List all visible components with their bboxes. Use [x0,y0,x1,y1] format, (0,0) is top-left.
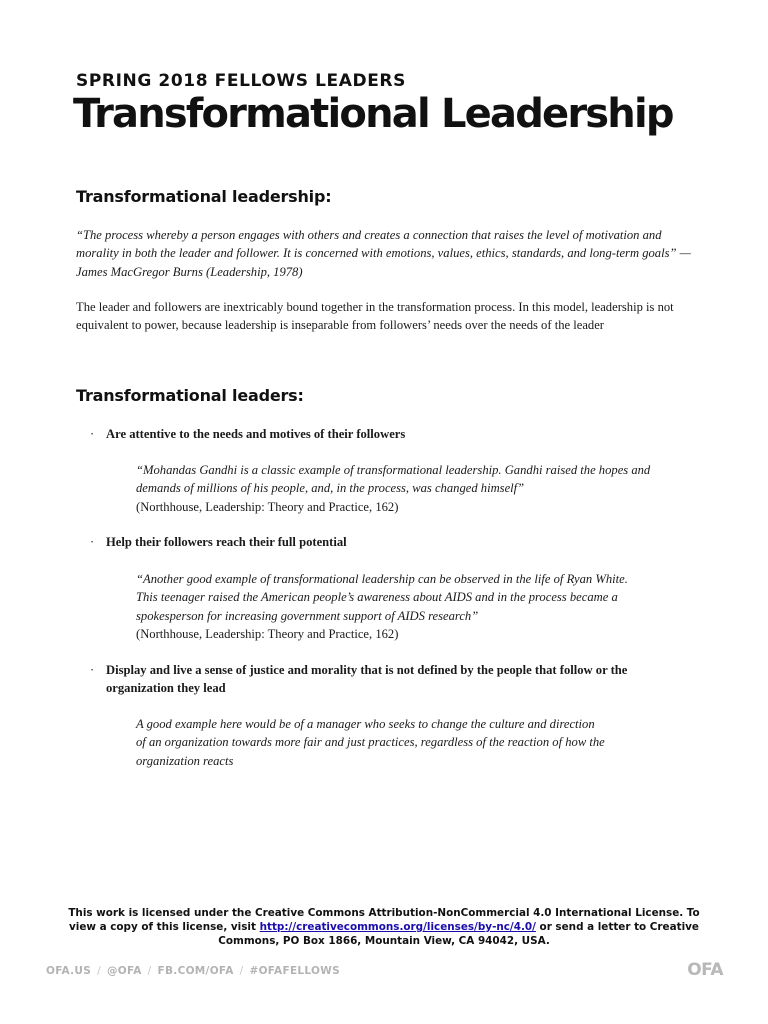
license-link[interactable]: http://creativecommons.org/licenses/by-nc/4.0/ [259,921,536,933]
quote-line: “Mohandas Gandhi is a classic example of transformational leadership. Gandhi raised the hopes and [136,463,651,477]
footer-separator: / [239,965,244,977]
quote-line: demands of millions of his people, and, in the process, was changed himself” [136,481,525,496]
footer-link-hashtag[interactable]: #OFAFELLOWS [249,965,341,977]
quote-citation: (Northhouse, Leadership: Theory and Practice, 162) [136,626,399,641]
license-text-before: This work is licensed under the Creative Commons Attribution-NonCommercial 4.0 International License. To view a copy of this license, visit [68,907,700,933]
footer-links [46,965,340,977]
footer-link-site[interactable]: OFA.US [46,965,92,977]
license-notice [60,906,708,948]
bullet-text: Display and live a sense of justice and morality that is not defined by the people that follow or the organization they lead [106,663,628,696]
quote-line: spokesperson for increasing government support of AIDS research” [136,608,479,623]
document-title: Transformational Leadership [73,91,673,137]
list-item-bullet [90,425,670,443]
intro-paragraph: The leader and followers are inextricably bound together in the transformation process. In this model, leadership is not equivalent to power, because leadership is inseparable from followers’ needs over the needs of the leader [76,300,674,333]
quote-line: organization reacts [136,753,234,768]
bullet-dot: · [90,427,95,441]
bullet-dot: · [90,663,95,677]
footer-separator: / [147,965,152,977]
footer-link-facebook[interactable]: FB.COM/OFA [157,965,234,977]
document-eyebrow: SPRING 2018 FELLOWS LEADERS [76,71,406,91]
quote-line: A good example here would be of a manager who seeks to change the culture and direction [136,717,595,731]
license-text-after: or send a letter to Creative Commons, PO Box 1866, Mountain View, CA 94042, USA. [218,921,699,947]
footer-link-twitter[interactable]: @OFA [106,965,142,977]
quote-line: of an organization towards more fair and just practices, regardless of the reaction of how the [136,735,605,750]
list-item-bullet [90,661,670,698]
burns-quote: “The process whereby a person engages with others and creates a connection that raises the level of motivation and morality in both the leader and follower. It is concerned with emotions, values, ethics, standards, and long-term goals” —James MacGregor Burns (Leadership, 1978) [76,228,691,279]
footer-separator: / [97,965,101,977]
example-quote [136,461,696,516]
quote-citation: (Northhouse, Leadership: Theory and Practice, 162) [136,499,399,514]
ofa-logo: OFA [687,960,723,980]
list-item-bullet [90,533,670,551]
section-heading-leaders: Transformational leaders: [76,386,304,405]
quote-line: “Another good example of transformational leadership can be observed in the life of Ryan White. [136,572,628,586]
bullet-text: Help their followers reach their full potential [106,535,347,549]
example-quote [136,715,696,770]
section-heading-definition: Transformational leadership: [76,187,332,206]
bullet-text: Are attentive to the needs and motives of their followers [106,427,406,441]
quote-line: This teenager raised the American people’s awareness about AIDS and in the process became a [136,590,618,605]
bullet-dot: · [90,535,95,549]
example-quote [136,570,696,643]
